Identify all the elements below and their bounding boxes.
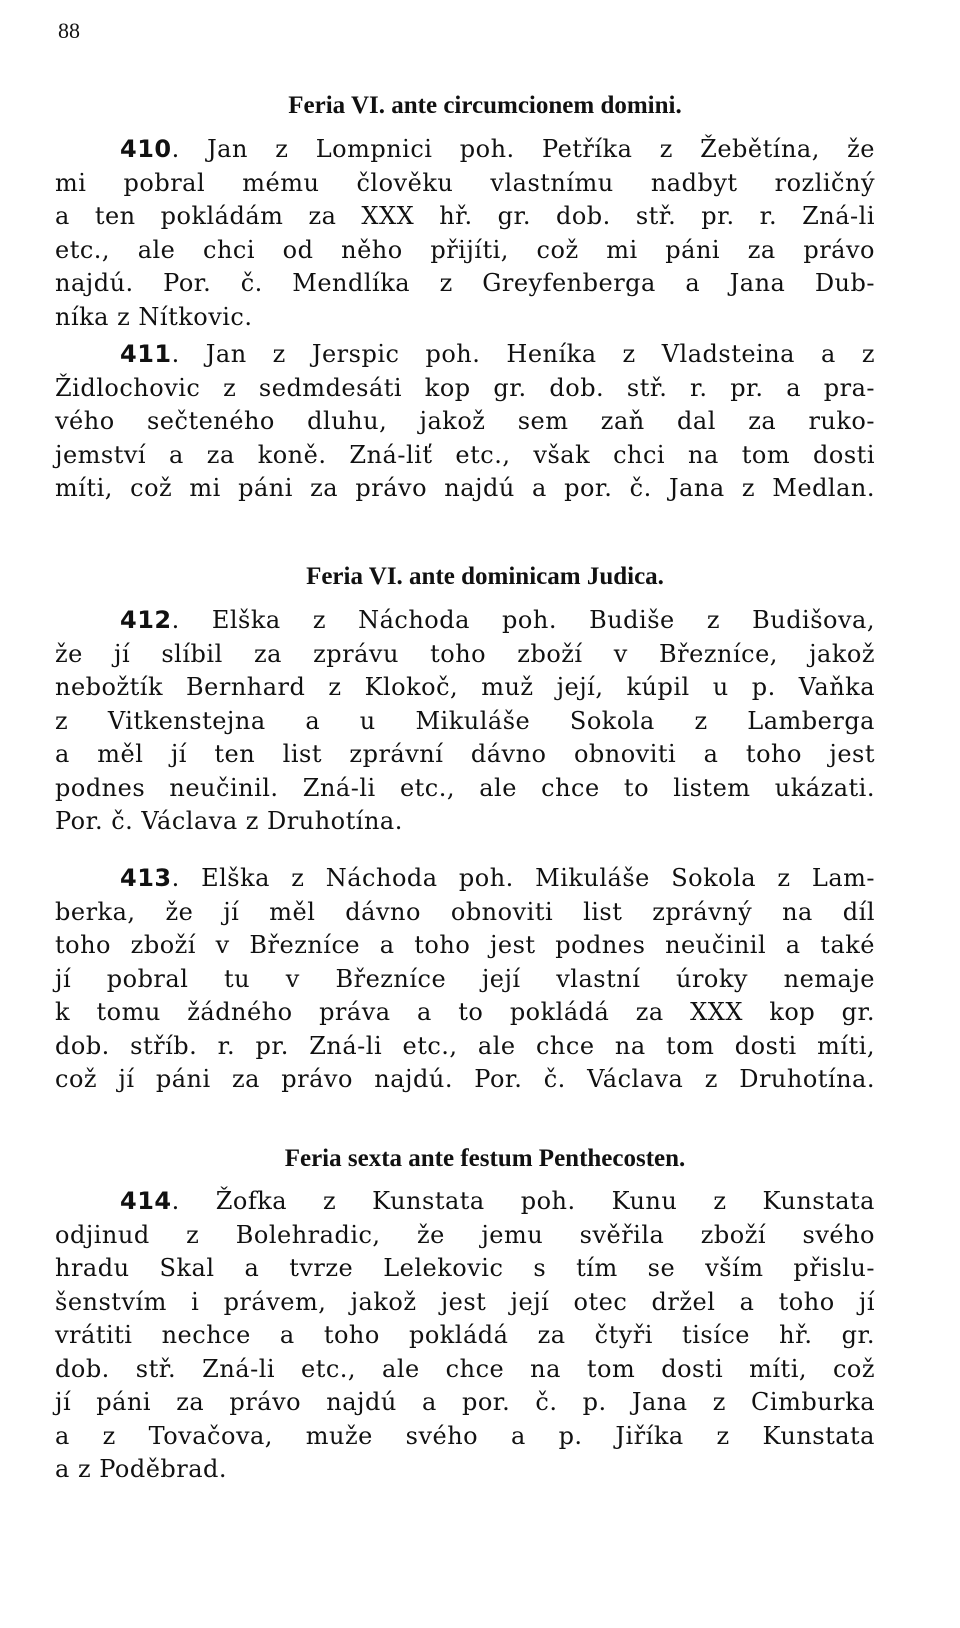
entry-number: 414 xyxy=(120,1187,172,1215)
entry-line: nebožtík Bernhard z Klokoč, muž její, kúpil u p. Vaňka xyxy=(55,673,875,701)
entry-line: toho zboží v Březníce a toho jest podnes neučinil a také xyxy=(55,931,875,959)
entry-number: 411 xyxy=(120,340,172,368)
entry-line: z Vitkenstejna a u Mikuláše Sokola z Lamberga xyxy=(55,706,875,735)
entry-line: odjinud z Bolehradic, že jemu svěřila zboží svého xyxy=(55,1220,875,1249)
entry-line: jí páni za právo najdú a por. č. p. Jana z Cimburka xyxy=(55,1388,875,1416)
entry-line: a z Tovačova, muže svého a p. Jiříka z Kunstata xyxy=(55,1421,875,1450)
entry-line: 413. Elška z Náchoda poh. Mikuláše Sokola z Lam- xyxy=(120,864,876,892)
entry-text: Žofka z Kunstata poh. Kunu z Kunstata xyxy=(215,1187,875,1215)
section-heading: Feria VI. ante circumcionem domini. xyxy=(288,92,682,119)
entry-413 xyxy=(55,862,875,1097)
entry-line: 410. Jan z Lompnici poh. Petříka z Žebětína, že xyxy=(120,135,875,163)
entry-text: Elška z Náchoda poh. Budiše z Budišova, xyxy=(211,606,875,634)
entry-line: Židlochovic z sedmdesáti kop gr. dob. stř. r. pr. a pra- xyxy=(55,373,875,402)
entry-line: etc., ale chci od něho přijíti, což mi páni za právo xyxy=(55,235,875,264)
entry-414 xyxy=(55,1185,875,1487)
entry-line: Por. č. Václava z Druhotína. xyxy=(55,807,403,835)
entry-text: Elška z Náchoda poh. Mikuláše Sokola z Lam- xyxy=(201,864,876,892)
entry-line: 414. Žofka z Kunstata poh. Kunu z Kunstata xyxy=(120,1187,875,1215)
entry-line: dob. stříb. r. pr. Zná-li etc., ale chce na tom dosti míti, xyxy=(55,1031,875,1060)
section-heading: Feria VI. ante dominicam Judica. xyxy=(306,563,664,590)
entry-line: jemství a za koně. Zná-liť etc., však chci na tom dosti xyxy=(55,440,875,469)
entry-412 xyxy=(55,604,875,839)
entry-line: dob. stř. Zná-li etc., ale chce na tom dosti míti, což xyxy=(55,1354,875,1383)
entry-line: vého sečteného dluhu, jakož sem zaň dal za ruko- xyxy=(55,407,875,435)
page-number: 88 xyxy=(58,18,80,43)
entry-line: najdú. Por. č. Mendlíka z Greyfenberga a Jana Dub- xyxy=(55,269,875,297)
entry-line: což jí páni za právo najdú. Por. č. Václava z Druhotína. xyxy=(55,1065,875,1093)
entry-line: 412. Elška z Náchoda poh. Budiše z Budišova, xyxy=(120,606,875,634)
entry-line: vrátiti nechce a toho pokládá za čtyři tisíce hř. gr. xyxy=(55,1321,875,1349)
entry-line: berka, že jí měl dávno obnoviti list zprávný na díl xyxy=(55,897,875,926)
entry-line: níka z Nítkovic. xyxy=(55,302,253,331)
entry-line: mi pobral mému člověku vlastnímu nadbyt rozličný xyxy=(55,168,875,197)
entry-411 xyxy=(55,338,875,506)
entry-line: a z Poděbrad. xyxy=(55,1455,228,1483)
entry-line: jí pobral tu v Březníce její vlastní úroky nemaje xyxy=(55,964,875,993)
entry-line: šenstvím i právem, jakož jest její otec držel a toho jí xyxy=(55,1287,875,1316)
entry-text: Jan z Lompnici poh. Petříka z Žebětína, že xyxy=(207,135,875,163)
entry-number: 413 xyxy=(120,864,172,892)
entry-line: a měl jí ten list zprávní dávno obnoviti a toho jest xyxy=(55,740,875,768)
entry-410 xyxy=(55,133,875,334)
entry-text: Jan z Jerspic poh. Heníka z Vladsteina a z xyxy=(205,340,875,368)
entry-number: 410 xyxy=(120,135,172,163)
section-heading: Feria sexta ante festum Penthecosten. xyxy=(284,1145,686,1172)
entry-line: 411. Jan z Jerspic poh. Heníka z Vladsteina a z xyxy=(120,340,875,368)
entry-line: že jí slíbil za zprávu toho zboží v Březníce, jakož xyxy=(55,639,875,668)
entry-line: k tomu žádného práva a to pokládá za XXX kop gr. xyxy=(55,998,875,1026)
entry-line: podnes neučinil. Zná-li etc., ale chce to listem ukázati. xyxy=(55,773,875,802)
entry-line: míti, což mi páni za právo najdú a por. č. Jana z Medlan. xyxy=(55,474,875,502)
entry-line: hradu Skal a tvrze Lelekovic s tím se vším přislu- xyxy=(55,1254,875,1282)
entry-line: a ten pokládám za XXX hř. gr. dob. stř. pr. r. Zná-li xyxy=(55,202,875,230)
entry-number: 412 xyxy=(120,606,172,634)
